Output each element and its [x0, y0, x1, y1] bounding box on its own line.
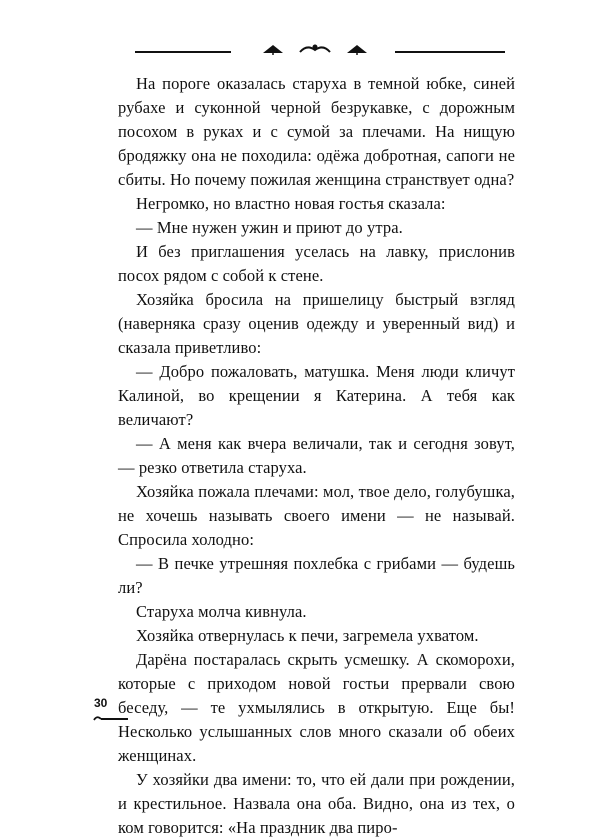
footer-ornament-icon — [92, 712, 132, 726]
header-rule-left — [135, 51, 231, 53]
paragraph: — А меня как вчера величали, так и сегодня зовут, — резко ответила старуха. — [118, 434, 515, 477]
paragraph: Старуха молча кивнула. — [136, 602, 307, 621]
paragraph: Хозяйка отвернулась к печи, загремела ухватом. — [136, 626, 479, 645]
paragraph: Дарёна постаралась скрыть усмешку. А скоморохи, которые с приходом новой гостьи прервали свою беседу, — те ухмылялись в открытую. Еще бы! Несколько услышанных слов много сказали об обеих женщинах. — [118, 650, 515, 765]
paragraph: — Добро пожаловать, матушка. Меня люди кличут Калиной, во крещении я Катерина. А тебя как величают? — [118, 362, 515, 429]
paragraph: На пороге оказалась старуха в темной юбке, синей рубахе и суконной черной безрукавке, с дорожным посохом в руках и с сумой за плечами. На нищую бродяжку она не походила: одёжа добротная, сапоги не сбиты. Но почему пожилая женщина странствует одна? — [118, 74, 515, 189]
paragraph: Негромко, но властно новая гостья сказала: — [136, 194, 446, 213]
decorative-ornament-icon — [245, 38, 395, 58]
paragraph: Хозяйка пожала плечами: мол, твое дело, голубушка, не хочешь называть своего имени — не называй. Спросила холодно: — [118, 482, 515, 549]
paragraph: У хозяйки два имени: то, что ей дали при рождении, и крестильное. Назвала она оба. Видно, она из тех, о ком говорится: «На праздник два пиро- — [118, 770, 515, 837]
paragraph: — Мне нужен ужин и приют до утра. — [136, 218, 403, 237]
paragraph: И без приглашения уселась на лавку, прислонив посох рядом с собой к стене. — [118, 242, 515, 285]
paragraph: — В печке утрешняя похлебка с грибами — будешь ли? — [118, 554, 515, 597]
paragraph: Хозяйка бросила на пришелицу быстрый взгляд (наверняка сразу оценив одежду и уверенный вид) и сказала приветливо: — [118, 290, 515, 357]
page-number: 30 — [94, 696, 108, 710]
header-ornament — [135, 38, 505, 58]
body-text — [118, 72, 515, 840]
header-rule-right — [395, 51, 505, 53]
